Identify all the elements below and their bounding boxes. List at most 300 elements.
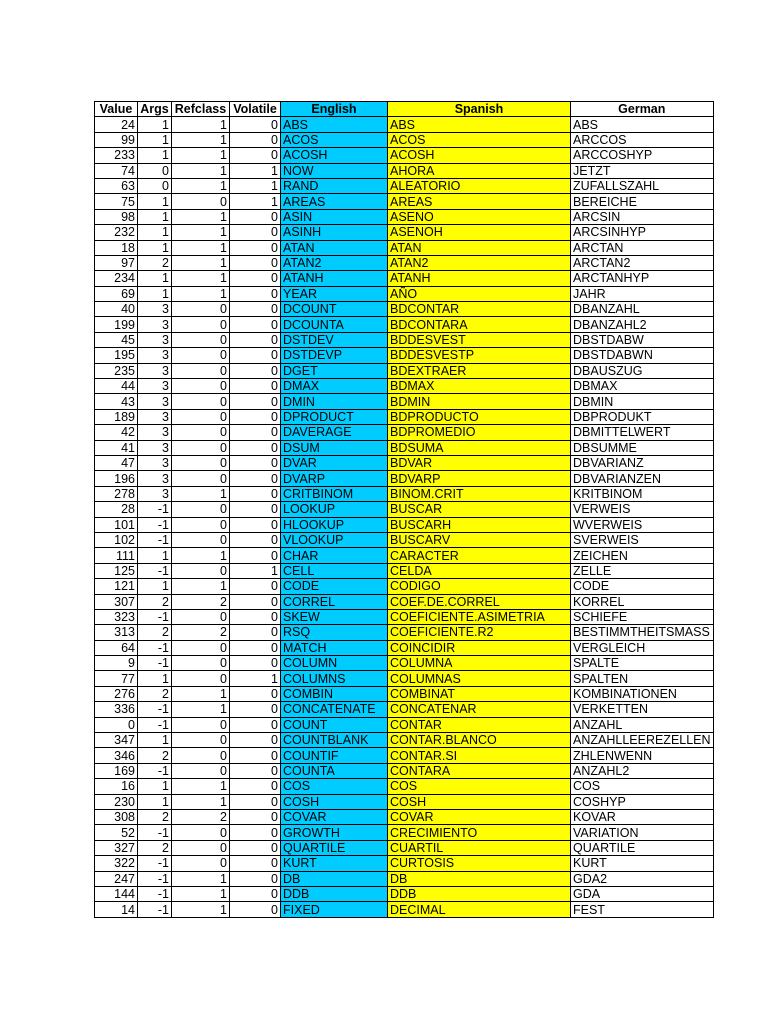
cell-value: 9	[95, 656, 138, 671]
table-row	[95, 363, 714, 378]
cell-args: -1	[138, 563, 172, 578]
cell-value: 77	[95, 671, 138, 686]
cell-german: DBVARIANZEN	[571, 471, 714, 486]
cell-german: ANZAHL2	[571, 763, 714, 778]
cell-spanish: ASENO	[388, 209, 571, 224]
cell-refclass: 0	[172, 317, 230, 332]
cell-args: 3	[138, 471, 172, 486]
cell-value: 336	[95, 702, 138, 717]
cell-german: JAHR	[571, 286, 714, 301]
table-row	[95, 579, 714, 594]
cell-english: COUNTIF	[281, 748, 388, 763]
cell-args: 0	[138, 163, 172, 178]
cell-refclass: 0	[172, 379, 230, 394]
cell-refclass: 2	[172, 594, 230, 609]
cell-english: ACOS	[281, 132, 388, 147]
cell-value: 313	[95, 625, 138, 640]
cell-spanish: COLUMNAS	[388, 671, 571, 686]
cell-args: -1	[138, 656, 172, 671]
cell-english: COMBIN	[281, 686, 388, 701]
cell-value: 98	[95, 209, 138, 224]
cell-value: 69	[95, 286, 138, 301]
cell-english: DSTDEVP	[281, 348, 388, 363]
cell-args: -1	[138, 825, 172, 840]
cell-german: DBVARIANZ	[571, 455, 714, 470]
cell-value: 125	[95, 563, 138, 578]
cell-volatile: 0	[230, 840, 281, 855]
table-row	[95, 455, 714, 470]
cell-args: 1	[138, 132, 172, 147]
cell-value: 97	[95, 255, 138, 270]
cell-args: 1	[138, 240, 172, 255]
cell-value: 99	[95, 132, 138, 147]
cell-english: DPRODUCT	[281, 409, 388, 424]
cell-german: DBMITTELWERT	[571, 425, 714, 440]
cell-value: 323	[95, 609, 138, 624]
cell-refclass: 1	[172, 286, 230, 301]
cell-args: -1	[138, 640, 172, 655]
cell-args: 1	[138, 209, 172, 224]
cell-value: 278	[95, 486, 138, 501]
cell-value: 41	[95, 440, 138, 455]
cell-spanish: ATAN	[388, 240, 571, 255]
cell-english: CONCATENATE	[281, 702, 388, 717]
cell-english: COUNTA	[281, 763, 388, 778]
cell-refclass: 0	[172, 440, 230, 455]
cell-value: 63	[95, 178, 138, 193]
header-args: Args	[138, 102, 172, 117]
cell-spanish: COLUMNA	[388, 656, 571, 671]
cell-spanish: BDVARP	[388, 471, 571, 486]
cell-english: CHAR	[281, 548, 388, 563]
cell-spanish: BUSCARH	[388, 517, 571, 532]
cell-volatile: 0	[230, 425, 281, 440]
cell-spanish: DB	[388, 871, 571, 886]
cell-english: MATCH	[281, 640, 388, 655]
cell-spanish: BDDESVESTP	[388, 348, 571, 363]
cell-english: COSH	[281, 794, 388, 809]
cell-refclass: 0	[172, 825, 230, 840]
cell-refclass: 0	[172, 471, 230, 486]
table-row	[95, 348, 714, 363]
cell-english: VLOOKUP	[281, 532, 388, 547]
cell-english: ASINH	[281, 225, 388, 240]
cell-refclass: 1	[172, 117, 230, 132]
cell-args: 2	[138, 594, 172, 609]
cell-spanish: BDPROMEDIO	[388, 425, 571, 440]
cell-volatile: 0	[230, 579, 281, 594]
cell-english: ATANH	[281, 271, 388, 286]
cell-args: 1	[138, 733, 172, 748]
cell-english: DVAR	[281, 455, 388, 470]
cell-value: 233	[95, 148, 138, 163]
cell-value: 102	[95, 532, 138, 547]
cell-german: DBSTDABW	[571, 332, 714, 347]
cell-english: ABS	[281, 117, 388, 132]
cell-refclass: 1	[172, 271, 230, 286]
cell-volatile: 0	[230, 148, 281, 163]
cell-refclass: 1	[172, 779, 230, 794]
cell-german: DBMIN	[571, 394, 714, 409]
cell-volatile: 0	[230, 286, 281, 301]
cell-args: 1	[138, 286, 172, 301]
cell-german: ABS	[571, 117, 714, 132]
cell-volatile: 1	[230, 194, 281, 209]
cell-value: 230	[95, 794, 138, 809]
cell-args: 2	[138, 809, 172, 824]
cell-volatile: 1	[230, 163, 281, 178]
cell-args: 1	[138, 117, 172, 132]
cell-value: 347	[95, 733, 138, 748]
cell-value: 308	[95, 809, 138, 824]
cell-german: ARCCOSHYP	[571, 148, 714, 163]
cell-spanish: COVAR	[388, 809, 571, 824]
cell-value: 189	[95, 409, 138, 424]
cell-volatile: 0	[230, 302, 281, 317]
table-row	[95, 517, 714, 532]
cell-value: 307	[95, 594, 138, 609]
cell-args: 3	[138, 409, 172, 424]
cell-english: FIXED	[281, 902, 388, 917]
cell-args: 1	[138, 271, 172, 286]
table-row	[95, 671, 714, 686]
cell-german: ARCTANHYP	[571, 271, 714, 286]
table-row	[95, 902, 714, 917]
cell-volatile: 0	[230, 794, 281, 809]
cell-english: DAVERAGE	[281, 425, 388, 440]
cell-value: 121	[95, 579, 138, 594]
table-row	[95, 594, 714, 609]
header-volatile: Volatile	[230, 102, 281, 117]
cell-english: CODE	[281, 579, 388, 594]
cell-volatile: 0	[230, 332, 281, 347]
cell-spanish: CONTAR.SI	[388, 748, 571, 763]
cell-args: 1	[138, 548, 172, 563]
cell-args: 3	[138, 332, 172, 347]
cell-args: 2	[138, 255, 172, 270]
cell-refclass: 1	[172, 148, 230, 163]
cell-english: DCOUNT	[281, 302, 388, 317]
function-translation-table	[94, 101, 714, 918]
cell-spanish: COEFICIENTE.R2	[388, 625, 571, 640]
cell-spanish: COMBINAT	[388, 686, 571, 701]
cell-refclass: 1	[172, 255, 230, 270]
cell-refclass: 0	[172, 194, 230, 209]
table-row	[95, 425, 714, 440]
cell-value: 144	[95, 886, 138, 901]
table-body	[95, 117, 714, 917]
cell-args: 0	[138, 178, 172, 193]
cell-volatile: 0	[230, 486, 281, 501]
cell-german: ANZAHLLEEREZELLEN	[571, 733, 714, 748]
cell-spanish: ACOS	[388, 132, 571, 147]
cell-english: COLUMNS	[281, 671, 388, 686]
cell-english: ASIN	[281, 209, 388, 224]
table-row	[95, 548, 714, 563]
cell-refclass: 2	[172, 625, 230, 640]
cell-args: 3	[138, 394, 172, 409]
header-german: German	[571, 102, 714, 117]
cell-english: LOOKUP	[281, 502, 388, 517]
table-row	[95, 532, 714, 547]
cell-refclass: 0	[172, 332, 230, 347]
cell-spanish: BDPRODUCTO	[388, 409, 571, 424]
cell-args: -1	[138, 856, 172, 871]
table-row	[95, 871, 714, 886]
cell-german: ARCCOS	[571, 132, 714, 147]
cell-spanish: BDMIN	[388, 394, 571, 409]
cell-volatile: 0	[230, 856, 281, 871]
cell-spanish: AÑO	[388, 286, 571, 301]
cell-volatile: 0	[230, 702, 281, 717]
table-row	[95, 379, 714, 394]
table-row	[95, 409, 714, 424]
cell-english: AREAS	[281, 194, 388, 209]
table-row	[95, 702, 714, 717]
cell-refclass: 0	[172, 733, 230, 748]
table-row	[95, 609, 714, 624]
cell-refclass: 1	[172, 132, 230, 147]
table-row	[95, 794, 714, 809]
cell-volatile: 0	[230, 548, 281, 563]
cell-german: DBAUSZUG	[571, 363, 714, 378]
cell-refclass: 0	[172, 532, 230, 547]
table-row	[95, 240, 714, 255]
cell-volatile: 0	[230, 594, 281, 609]
cell-value: 24	[95, 117, 138, 132]
cell-english: DMAX	[281, 379, 388, 394]
cell-german: CODE	[571, 579, 714, 594]
table-row	[95, 394, 714, 409]
cell-value: 199	[95, 317, 138, 332]
cell-spanish: ACOSH	[388, 148, 571, 163]
cell-english: DVARP	[281, 471, 388, 486]
cell-value: 18	[95, 240, 138, 255]
cell-value: 75	[95, 194, 138, 209]
cell-spanish: BINOM.CRIT	[388, 486, 571, 501]
cell-refclass: 1	[172, 902, 230, 917]
cell-english: COUNTBLANK	[281, 733, 388, 748]
cell-args: 2	[138, 625, 172, 640]
cell-refclass: 0	[172, 563, 230, 578]
cell-german: COS	[571, 779, 714, 794]
cell-volatile: 0	[230, 394, 281, 409]
cell-args: 1	[138, 671, 172, 686]
cell-english: GROWTH	[281, 825, 388, 840]
cell-refclass: 2	[172, 809, 230, 824]
cell-refclass: 1	[172, 579, 230, 594]
cell-volatile: 0	[230, 779, 281, 794]
cell-german: KOMBINATIONEN	[571, 686, 714, 701]
cell-args: 3	[138, 455, 172, 470]
cell-args: 3	[138, 363, 172, 378]
table-row	[95, 779, 714, 794]
cell-volatile: 0	[230, 809, 281, 824]
cell-args: 3	[138, 317, 172, 332]
table-row	[95, 656, 714, 671]
cell-refclass: 0	[172, 640, 230, 655]
table-row	[95, 317, 714, 332]
cell-args: 3	[138, 302, 172, 317]
table-row	[95, 225, 714, 240]
cell-args: 1	[138, 194, 172, 209]
cell-refclass: 0	[172, 363, 230, 378]
cell-volatile: 0	[230, 609, 281, 624]
cell-value: 64	[95, 640, 138, 655]
cell-value: 111	[95, 548, 138, 563]
cell-german: DBANZAHL2	[571, 317, 714, 332]
cell-spanish: BUSCARV	[388, 532, 571, 547]
cell-refclass: 0	[172, 302, 230, 317]
cell-german: ARCSINHYP	[571, 225, 714, 240]
cell-spanish: COEF.DE.CORREL	[388, 594, 571, 609]
cell-args: -1	[138, 609, 172, 624]
cell-refclass: 1	[172, 702, 230, 717]
cell-volatile: 1	[230, 178, 281, 193]
cell-spanish: CRECIMIENTO	[388, 825, 571, 840]
cell-english: YEAR	[281, 286, 388, 301]
cell-args: -1	[138, 717, 172, 732]
cell-volatile: 0	[230, 625, 281, 640]
cell-args: 1	[138, 794, 172, 809]
cell-spanish: BDEXTRAER	[388, 363, 571, 378]
cell-refclass: 0	[172, 455, 230, 470]
cell-value: 322	[95, 856, 138, 871]
cell-german: SPALTEN	[571, 671, 714, 686]
cell-refclass: 1	[172, 225, 230, 240]
cell-args: 2	[138, 686, 172, 701]
table-row	[95, 132, 714, 147]
cell-args: -1	[138, 871, 172, 886]
cell-value: 327	[95, 840, 138, 855]
cell-spanish: CONTARA	[388, 763, 571, 778]
table-row	[95, 640, 714, 655]
cell-spanish: COINCIDIR	[388, 640, 571, 655]
cell-german: KURT	[571, 856, 714, 871]
cell-refclass: 1	[172, 486, 230, 501]
cell-spanish: ASENOH	[388, 225, 571, 240]
cell-spanish: CONCATENAR	[388, 702, 571, 717]
cell-spanish: AHORA	[388, 163, 571, 178]
cell-english: COUNT	[281, 717, 388, 732]
cell-english: COVAR	[281, 809, 388, 824]
cell-german: VARIATION	[571, 825, 714, 840]
cell-args: -1	[138, 517, 172, 532]
cell-volatile: 0	[230, 409, 281, 424]
cell-spanish: BDDESVEST	[388, 332, 571, 347]
cell-german: KOVAR	[571, 809, 714, 824]
cell-german: ARCTAN2	[571, 255, 714, 270]
cell-value: 232	[95, 225, 138, 240]
cell-value: 47	[95, 455, 138, 470]
cell-german: ARCTAN	[571, 240, 714, 255]
cell-value: 234	[95, 271, 138, 286]
cell-value: 16	[95, 779, 138, 794]
table-row	[95, 686, 714, 701]
cell-value: 346	[95, 748, 138, 763]
cell-german: ANZAHL	[571, 717, 714, 732]
cell-german: JETZT	[571, 163, 714, 178]
cell-refclass: 0	[172, 656, 230, 671]
cell-value: 74	[95, 163, 138, 178]
table-row	[95, 163, 714, 178]
cell-value: 276	[95, 686, 138, 701]
cell-refclass: 0	[172, 502, 230, 517]
cell-english: RAND	[281, 178, 388, 193]
cell-volatile: 0	[230, 532, 281, 547]
cell-spanish: COEFICIENTE.ASIMETRIA	[388, 609, 571, 624]
cell-volatile: 0	[230, 886, 281, 901]
cell-value: 14	[95, 902, 138, 917]
cell-volatile: 0	[230, 686, 281, 701]
cell-volatile: 1	[230, 563, 281, 578]
cell-english: DDB	[281, 886, 388, 901]
cell-volatile: 0	[230, 502, 281, 517]
cell-value: 101	[95, 517, 138, 532]
cell-refclass: 0	[172, 671, 230, 686]
cell-german: DBANZAHL	[571, 302, 714, 317]
cell-spanish: ALEATORIO	[388, 178, 571, 193]
table-row	[95, 886, 714, 901]
table-row	[95, 440, 714, 455]
cell-spanish: CODIGO	[388, 579, 571, 594]
cell-german: FEST	[571, 902, 714, 917]
cell-volatile: 0	[230, 317, 281, 332]
cell-spanish: CONTAR.BLANCO	[388, 733, 571, 748]
table-row	[95, 733, 714, 748]
table-row	[95, 856, 714, 871]
cell-refclass: 0	[172, 409, 230, 424]
header-english: English	[281, 102, 388, 117]
cell-args: 2	[138, 748, 172, 763]
cell-volatile: 0	[230, 902, 281, 917]
cell-english: CRITBINOM	[281, 486, 388, 501]
cell-refclass: 0	[172, 856, 230, 871]
cell-english: DSTDEV	[281, 332, 388, 347]
table-row	[95, 748, 714, 763]
cell-english: DCOUNTA	[281, 317, 388, 332]
cell-value: 40	[95, 302, 138, 317]
cell-volatile: 0	[230, 748, 281, 763]
cell-english: KURT	[281, 856, 388, 871]
table-row	[95, 286, 714, 301]
cell-args: -1	[138, 902, 172, 917]
cell-args: 1	[138, 779, 172, 794]
cell-value: 43	[95, 394, 138, 409]
table-row	[95, 471, 714, 486]
cell-english: SKEW	[281, 609, 388, 624]
cell-volatile: 0	[230, 717, 281, 732]
cell-refclass: 0	[172, 425, 230, 440]
cell-german: DBMAX	[571, 379, 714, 394]
cell-english: QUARTILE	[281, 840, 388, 855]
cell-english: ATAN	[281, 240, 388, 255]
cell-refclass: 0	[172, 517, 230, 532]
cell-spanish: BDSUMA	[388, 440, 571, 455]
table-row	[95, 271, 714, 286]
cell-german: KORREL	[571, 594, 714, 609]
cell-spanish: ABS	[388, 117, 571, 132]
cell-spanish: BDCONTARA	[388, 317, 571, 332]
cell-refclass: 1	[172, 686, 230, 701]
cell-english: RSQ	[281, 625, 388, 640]
header-spanish: Spanish	[388, 102, 571, 117]
cell-volatile: 0	[230, 517, 281, 532]
cell-volatile: 0	[230, 255, 281, 270]
cell-english: CORREL	[281, 594, 388, 609]
cell-refclass: 1	[172, 209, 230, 224]
cell-spanish: BDMAX	[388, 379, 571, 394]
